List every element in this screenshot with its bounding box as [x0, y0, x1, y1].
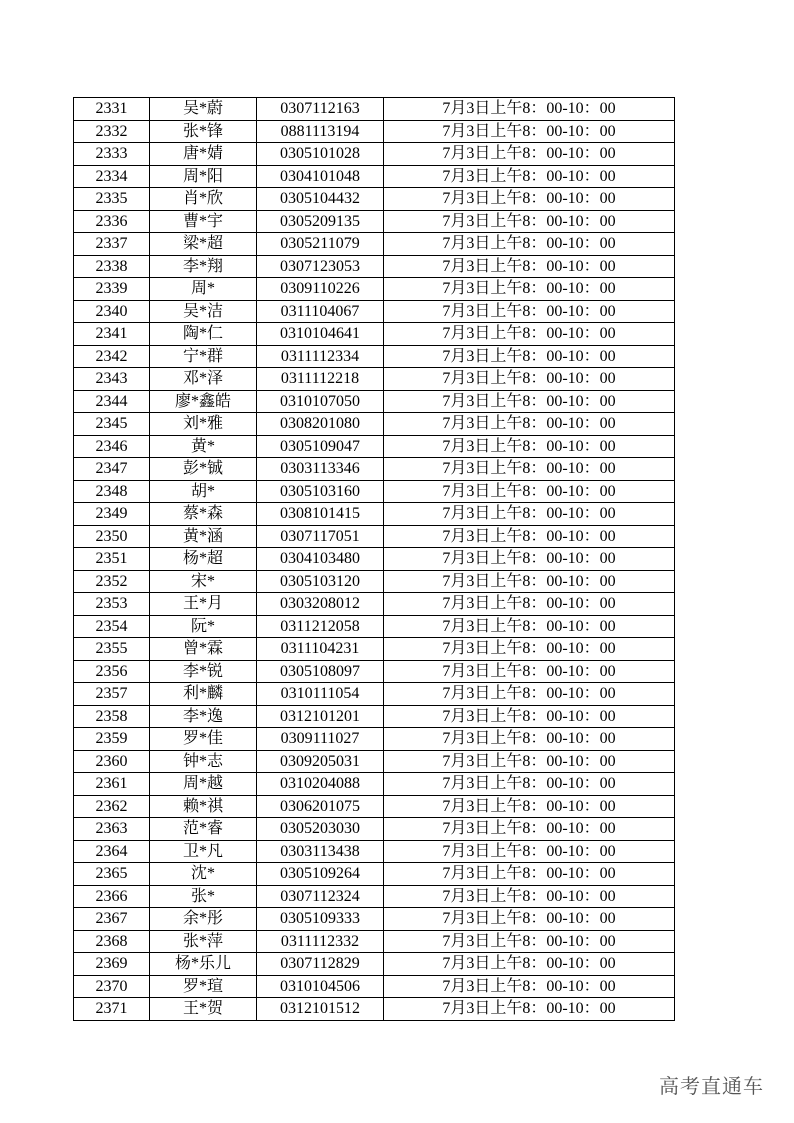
cell-number: 2366	[74, 885, 150, 908]
table-row	[74, 773, 675, 796]
cell-number: 2357	[74, 683, 150, 706]
cell-exam-id: 0307112324	[257, 885, 384, 908]
cell-name: 张*	[150, 885, 257, 908]
cell-number: 2368	[74, 930, 150, 953]
cell-name: 张*萍	[150, 930, 257, 953]
cell-exam-id: 0311112332	[257, 930, 384, 953]
cell-exam-time: 7月3日上午8：00-10：00	[384, 863, 675, 886]
cell-exam-id: 0311212058	[257, 615, 384, 638]
table-row	[74, 998, 675, 1021]
cell-number: 2341	[74, 323, 150, 346]
cell-exam-id: 0305211079	[257, 233, 384, 256]
cell-exam-id: 0307112163	[257, 98, 384, 121]
cell-exam-id: 0304103480	[257, 548, 384, 571]
cell-number: 2359	[74, 728, 150, 751]
table-row	[74, 638, 675, 661]
cell-exam-id: 0312101201	[257, 705, 384, 728]
table-row	[74, 300, 675, 323]
cell-exam-id: 0305103120	[257, 570, 384, 593]
cell-exam-time: 7月3日上午8：00-10：00	[384, 120, 675, 143]
cell-number: 2369	[74, 953, 150, 976]
cell-exam-time: 7月3日上午8：00-10：00	[384, 818, 675, 841]
cell-exam-time: 7月3日上午8：00-10：00	[384, 368, 675, 391]
cell-exam-time: 7月3日上午8：00-10：00	[384, 255, 675, 278]
cell-name: 周*越	[150, 773, 257, 796]
cell-exam-time: 7月3日上午8：00-10：00	[384, 638, 675, 661]
cell-exam-time: 7月3日上午8：00-10：00	[384, 953, 675, 976]
cell-exam-time: 7月3日上午8：00-10：00	[384, 885, 675, 908]
table-row	[74, 930, 675, 953]
cell-number: 2336	[74, 210, 150, 233]
cell-name: 李*翔	[150, 255, 257, 278]
cell-name: 杨*超	[150, 548, 257, 571]
table-row	[74, 368, 675, 391]
cell-number: 2353	[74, 593, 150, 616]
cell-exam-time: 7月3日上午8：00-10：00	[384, 615, 675, 638]
cell-name: 杨*乐儿	[150, 953, 257, 976]
cell-number: 2360	[74, 750, 150, 773]
cell-number: 2362	[74, 795, 150, 818]
cell-name: 阮*	[150, 615, 257, 638]
cell-exam-time: 7月3日上午8：00-10：00	[384, 548, 675, 571]
cell-exam-id: 0310104506	[257, 975, 384, 998]
cell-exam-id: 0307112829	[257, 953, 384, 976]
cell-name: 肖*欣	[150, 188, 257, 211]
cell-exam-id: 0311104067	[257, 300, 384, 323]
cell-name: 赖*祺	[150, 795, 257, 818]
cell-number: 2342	[74, 345, 150, 368]
cell-name: 曹*宇	[150, 210, 257, 233]
cell-exam-id: 0311112218	[257, 368, 384, 391]
cell-name: 刘*雅	[150, 413, 257, 436]
table-row	[74, 210, 675, 233]
table-row	[74, 435, 675, 458]
cell-number: 2331	[74, 98, 150, 121]
cell-exam-time: 7月3日上午8：00-10：00	[384, 795, 675, 818]
cell-exam-time: 7月3日上午8：00-10：00	[384, 233, 675, 256]
cell-name: 李*锐	[150, 660, 257, 683]
cell-exam-time: 7月3日上午8：00-10：00	[384, 278, 675, 301]
cell-exam-time: 7月3日上午8：00-10：00	[384, 728, 675, 751]
table-row	[74, 795, 675, 818]
cell-name: 罗*佳	[150, 728, 257, 751]
cell-exam-time: 7月3日上午8：00-10：00	[384, 998, 675, 1021]
table-row	[74, 660, 675, 683]
cell-name: 罗*瑄	[150, 975, 257, 998]
cell-exam-id: 0306201075	[257, 795, 384, 818]
table-row	[74, 885, 675, 908]
cell-exam-id: 0305209135	[257, 210, 384, 233]
cell-name: 宋*	[150, 570, 257, 593]
table-row	[74, 728, 675, 751]
table-row	[74, 818, 675, 841]
table-row	[74, 143, 675, 166]
cell-name: 梁*超	[150, 233, 257, 256]
cell-name: 蔡*森	[150, 503, 257, 526]
table-row	[74, 953, 675, 976]
cell-number: 2344	[74, 390, 150, 413]
cell-exam-id: 0305109333	[257, 908, 384, 931]
cell-number: 2364	[74, 840, 150, 863]
cell-number: 2343	[74, 368, 150, 391]
cell-name: 廖*鑫皓	[150, 390, 257, 413]
cell-exam-id: 0307117051	[257, 525, 384, 548]
cell-exam-id: 0305101028	[257, 143, 384, 166]
cell-exam-time: 7月3日上午8：00-10：00	[384, 165, 675, 188]
cell-number: 2339	[74, 278, 150, 301]
cell-exam-time: 7月3日上午8：00-10：00	[384, 300, 675, 323]
cell-exam-id: 0311104231	[257, 638, 384, 661]
cell-name: 宁*群	[150, 345, 257, 368]
cell-exam-id: 0305103160	[257, 480, 384, 503]
cell-name: 曾*霖	[150, 638, 257, 661]
watermark: 高考直通车	[659, 1074, 764, 1098]
cell-exam-id: 0310104641	[257, 323, 384, 346]
cell-exam-id: 0309110226	[257, 278, 384, 301]
cell-exam-time: 7月3日上午8：00-10：00	[384, 840, 675, 863]
cell-number: 2363	[74, 818, 150, 841]
table-row	[74, 255, 675, 278]
cell-number: 2367	[74, 908, 150, 931]
cell-exam-time: 7月3日上午8：00-10：00	[384, 503, 675, 526]
table-row	[74, 908, 675, 931]
cell-name: 黄*涵	[150, 525, 257, 548]
cell-exam-id: 0312101512	[257, 998, 384, 1021]
table-row	[74, 323, 675, 346]
table-row	[74, 233, 675, 256]
cell-name: 沈*	[150, 863, 257, 886]
cell-exam-id: 0303208012	[257, 593, 384, 616]
cell-number: 2337	[74, 233, 150, 256]
table-row	[74, 975, 675, 998]
cell-name: 李*逸	[150, 705, 257, 728]
cell-exam-id: 0303113346	[257, 458, 384, 481]
cell-number: 2345	[74, 413, 150, 436]
cell-exam-time: 7月3日上午8：00-10：00	[384, 660, 675, 683]
cell-name: 陶*仁	[150, 323, 257, 346]
table-row	[74, 345, 675, 368]
cell-exam-time: 7月3日上午8：00-10：00	[384, 458, 675, 481]
cell-exam-id: 0309205031	[257, 750, 384, 773]
cell-number: 2371	[74, 998, 150, 1021]
cell-number: 2332	[74, 120, 150, 143]
cell-number: 2365	[74, 863, 150, 886]
cell-exam-id: 0308101415	[257, 503, 384, 526]
cell-exam-time: 7月3日上午8：00-10：00	[384, 345, 675, 368]
table-row	[74, 503, 675, 526]
roster-table	[73, 97, 675, 1021]
cell-exam-time: 7月3日上午8：00-10：00	[384, 705, 675, 728]
cell-exam-id: 0304101048	[257, 165, 384, 188]
table-row	[74, 390, 675, 413]
cell-name: 王*月	[150, 593, 257, 616]
cell-number: 2335	[74, 188, 150, 211]
cell-name: 范*睿	[150, 818, 257, 841]
cell-exam-time: 7月3日上午8：00-10：00	[384, 525, 675, 548]
table-row	[74, 413, 675, 436]
cell-name: 黄*	[150, 435, 257, 458]
cell-exam-time: 7月3日上午8：00-10：00	[384, 773, 675, 796]
cell-exam-id: 0305109264	[257, 863, 384, 886]
cell-exam-time: 7月3日上午8：00-10：00	[384, 188, 675, 211]
table-row	[74, 278, 675, 301]
cell-exam-id: 0881113194	[257, 120, 384, 143]
table-row	[74, 480, 675, 503]
cell-exam-id: 0305108097	[257, 660, 384, 683]
cell-exam-time: 7月3日上午8：00-10：00	[384, 323, 675, 346]
cell-exam-id: 0310107050	[257, 390, 384, 413]
cell-exam-time: 7月3日上午8：00-10：00	[384, 413, 675, 436]
cell-exam-id: 0310111054	[257, 683, 384, 706]
cell-number: 2338	[74, 255, 150, 278]
table-row	[74, 615, 675, 638]
cell-name: 王*贺	[150, 998, 257, 1021]
cell-exam-time: 7月3日上午8：00-10：00	[384, 390, 675, 413]
cell-name: 吴*洁	[150, 300, 257, 323]
cell-name: 邓*泽	[150, 368, 257, 391]
table-row	[74, 98, 675, 121]
table-row	[74, 120, 675, 143]
cell-number: 2340	[74, 300, 150, 323]
cell-number: 2348	[74, 480, 150, 503]
table-row	[74, 165, 675, 188]
cell-name: 余*彤	[150, 908, 257, 931]
cell-exam-time: 7月3日上午8：00-10：00	[384, 930, 675, 953]
cell-exam-id: 0308201080	[257, 413, 384, 436]
cell-number: 2352	[74, 570, 150, 593]
cell-exam-time: 7月3日上午8：00-10：00	[384, 750, 675, 773]
cell-number: 2370	[74, 975, 150, 998]
cell-number: 2349	[74, 503, 150, 526]
cell-exam-id: 0305109047	[257, 435, 384, 458]
cell-exam-time: 7月3日上午8：00-10：00	[384, 143, 675, 166]
table-row	[74, 840, 675, 863]
cell-exam-id: 0305203030	[257, 818, 384, 841]
cell-number: 2334	[74, 165, 150, 188]
cell-number: 2358	[74, 705, 150, 728]
cell-name: 吴*蔚	[150, 98, 257, 121]
cell-name: 周*阳	[150, 165, 257, 188]
cell-exam-time: 7月3日上午8：00-10：00	[384, 570, 675, 593]
cell-exam-time: 7月3日上午8：00-10：00	[384, 683, 675, 706]
cell-exam-id: 0310204088	[257, 773, 384, 796]
cell-number: 2346	[74, 435, 150, 458]
cell-exam-time: 7月3日上午8：00-10：00	[384, 98, 675, 121]
cell-number: 2361	[74, 773, 150, 796]
cell-exam-time: 7月3日上午8：00-10：00	[384, 593, 675, 616]
cell-exam-id: 0307123053	[257, 255, 384, 278]
cell-name: 唐*婧	[150, 143, 257, 166]
cell-number: 2347	[74, 458, 150, 481]
cell-exam-time: 7月3日上午8：00-10：00	[384, 975, 675, 998]
table-row	[74, 570, 675, 593]
table-row	[74, 750, 675, 773]
cell-exam-time: 7月3日上午8：00-10：00	[384, 480, 675, 503]
roster-body	[74, 98, 675, 1021]
table-row	[74, 458, 675, 481]
cell-number: 2350	[74, 525, 150, 548]
table-row	[74, 593, 675, 616]
cell-number: 2356	[74, 660, 150, 683]
cell-exam-id: 0309111027	[257, 728, 384, 751]
cell-number: 2333	[74, 143, 150, 166]
cell-name: 卫*凡	[150, 840, 257, 863]
cell-exam-time: 7月3日上午8：00-10：00	[384, 435, 675, 458]
cell-exam-time: 7月3日上午8：00-10：00	[384, 908, 675, 931]
cell-exam-id: 0311112334	[257, 345, 384, 368]
table-row	[74, 705, 675, 728]
table-row	[74, 683, 675, 706]
cell-name: 彭*铖	[150, 458, 257, 481]
cell-number: 2351	[74, 548, 150, 571]
cell-exam-id: 0303113438	[257, 840, 384, 863]
cell-number: 2355	[74, 638, 150, 661]
table-row	[74, 548, 675, 571]
cell-name: 胡*	[150, 480, 257, 503]
cell-exam-id: 0305104432	[257, 188, 384, 211]
cell-name: 周*	[150, 278, 257, 301]
cell-name: 利*麟	[150, 683, 257, 706]
cell-name: 钟*志	[150, 750, 257, 773]
table-row	[74, 525, 675, 548]
cell-name: 张*锋	[150, 120, 257, 143]
cell-number: 2354	[74, 615, 150, 638]
cell-exam-time: 7月3日上午8：00-10：00	[384, 210, 675, 233]
table-row	[74, 188, 675, 211]
table-row	[74, 863, 675, 886]
